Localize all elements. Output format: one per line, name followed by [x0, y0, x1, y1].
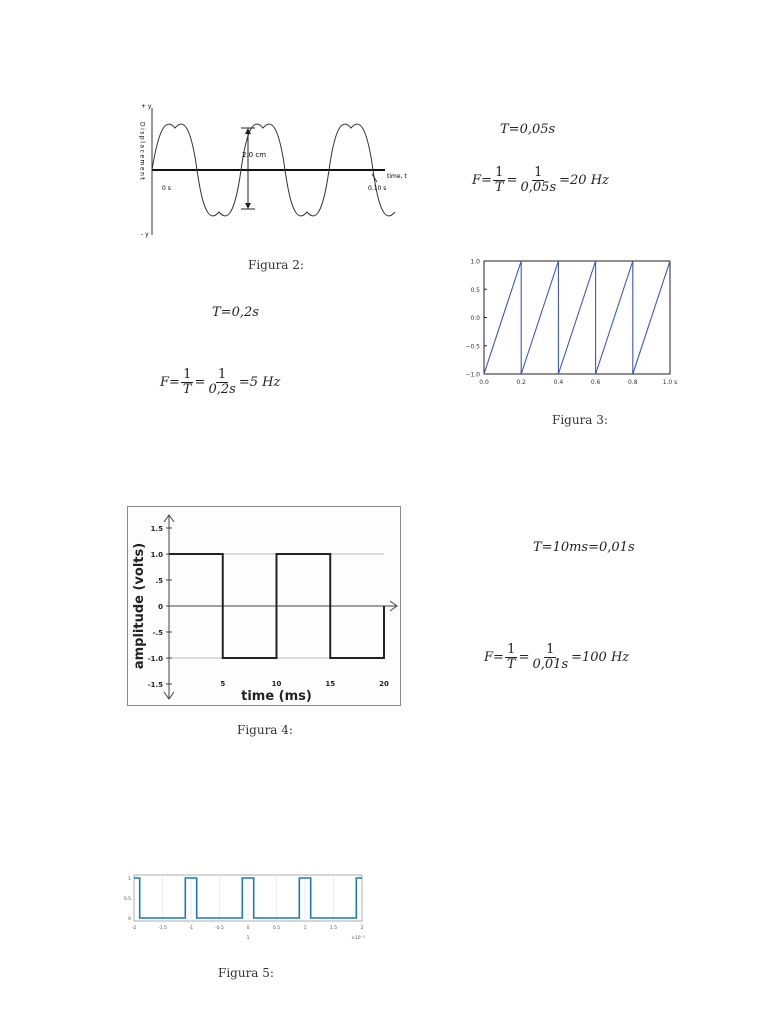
- figure4-x-tick-label: 20: [379, 680, 389, 688]
- figure5-x-extra-label: 1: [246, 936, 250, 941]
- figure5-x-tick-label: 0: [246, 926, 250, 931]
- figure3-x-tick-label: 0.6: [590, 379, 601, 386]
- figure2-tend-label: 0.10 s: [368, 185, 387, 192]
- eq-fig1-den1: T: [494, 180, 504, 195]
- figure4-y-tick-label: 1.5: [150, 525, 163, 533]
- eq-fig2-frac2: [207, 368, 238, 397]
- eq-fig1-num1: 1: [495, 165, 504, 180]
- figure3-y-tick-label: −1.0: [465, 371, 480, 379]
- figure4-y-tick-label: .5: [155, 577, 163, 585]
- figure5-x-tick-label: -0.5: [215, 926, 224, 931]
- figure4-x-tick-label: 5: [220, 680, 226, 688]
- figure4-x-tick-label: 15: [325, 680, 336, 688]
- figure4-y-tick-label: -1.5: [147, 681, 163, 689]
- eq-fig1-frac2: [519, 166, 559, 195]
- figure2-y-top: + y: [141, 103, 152, 110]
- figure3-x-tick-label: 0.2: [516, 379, 526, 386]
- figure5-x-tick-label: -1.5: [158, 926, 167, 931]
- eq-fig4-num1: 1: [507, 642, 516, 657]
- figure3-y-tick-label: 1.0: [470, 258, 480, 266]
- figure2-amplitude-label: 2.0 cm: [242, 151, 267, 159]
- figure4-y-tick-label: 0: [158, 603, 163, 611]
- figure4-x-tick-label: 10: [271, 680, 282, 688]
- figure5-caption: Figura 5:: [218, 966, 274, 980]
- figure3-sawtooth-line: [484, 261, 670, 374]
- figure5-plot: [112, 868, 374, 948]
- eq-fig4-den1: T: [506, 657, 516, 672]
- figure2-time-label: time, t: [387, 173, 407, 180]
- figure4-y-label: amplitude (volts): [132, 542, 147, 670]
- eq-fig2-period: T=0,2s: [212, 305, 259, 320]
- figure4-y-tick-label: -1.0: [147, 655, 163, 663]
- figure2-y-bottom: - y: [141, 231, 149, 238]
- eq-fig1-frac1: [493, 166, 506, 195]
- figure5-y-tick-label: 1: [128, 877, 131, 882]
- figure5-x-tick-label: 1.5: [329, 926, 338, 931]
- figure3-y-tick-label: 0.0: [470, 315, 480, 322]
- figure3-caption: Figura 3:: [552, 413, 608, 427]
- eq-fig2-num2: 1: [218, 367, 227, 382]
- eq-fig1-den2: 0,05s: [520, 180, 557, 195]
- figure2-t0-label: 0 s: [162, 185, 171, 192]
- figure3-x-tick-label: 0.4: [553, 379, 564, 386]
- figure5-y-tick-label: 0.5: [123, 897, 131, 902]
- figure3-x-tick-label: 0.8: [628, 379, 638, 386]
- eq-fig4-result: =100 Hz: [571, 650, 630, 665]
- figure2-caption: Figura 2:: [248, 258, 304, 272]
- figure5-x-tick-label: 0.5: [272, 926, 281, 931]
- figure2-plot: [135, 100, 420, 240]
- figure5-x-tick-label: -1: [188, 926, 194, 931]
- eq-fig2-frac1: [181, 368, 194, 397]
- eq-fig4-num2: 1: [546, 642, 555, 657]
- figure4-plot: [127, 506, 401, 706]
- figure4-y-tick-label: 1.0: [150, 551, 163, 559]
- figure3-y-tick-label: 0.5: [470, 286, 480, 294]
- eq-fig4-frac2: [531, 643, 571, 672]
- eq-fig2-den2: 0,2s: [208, 382, 236, 397]
- figure2-y-label: Displacement: [138, 122, 146, 182]
- figure5-y-tick-label: 0: [128, 917, 131, 922]
- figure5-x-exponent: ×10⁻³: [351, 936, 365, 941]
- eq-fig4-lhs: F=: [484, 650, 504, 665]
- eq-fig4-period: T=10ms=0,01s: [533, 540, 635, 555]
- eq-fig4-frequency: F= $\frac{1}{T}$ = $\frac{1}{0,01s}$ =100 Hz: [484, 642, 630, 672]
- figure5-x-tick-label: -2: [131, 926, 137, 931]
- figure3-plot: [460, 255, 690, 390]
- figure4-caption: Figura 4:: [237, 723, 293, 737]
- figure4-x-label: time (ms): [241, 689, 312, 704]
- eq-fig2-lhs: F=: [160, 375, 180, 390]
- eq-fig2-frequency: F= $\frac{1}{T}$ = $\frac{1}{0,2s}$ =5 Hz: [160, 367, 281, 397]
- eq-fig4-frac1: [505, 643, 518, 672]
- figure5-x-tick-label: 2: [360, 926, 364, 931]
- eq-fig2-den1: T: [182, 382, 192, 397]
- eq-fig1-lhs: F=: [472, 173, 492, 188]
- eq-fig1-result: =20 Hz: [559, 173, 609, 188]
- eq-fig2-num1: 1: [183, 367, 192, 382]
- eq-fig2-result: =5 Hz: [238, 375, 281, 390]
- figure5-x-tick-label: 1: [303, 926, 307, 931]
- eq-fig4-den2: 0,01s: [532, 657, 569, 672]
- figure2-arrow-bottom: [245, 203, 251, 209]
- figure3-x-tick-label: 0.0: [479, 379, 489, 386]
- eq-fig1-period: T=0,05s: [500, 122, 556, 137]
- figure4-y-tick-label: -.5: [152, 629, 163, 637]
- figure3-x-tick-label: 1.0 s: [662, 379, 678, 386]
- eq-fig1-num2: 1: [534, 165, 543, 180]
- eq-fig1-frequency: F= $\frac{1}{T}$ = $\frac{1}{0,05s}$ =20 Hz: [472, 165, 609, 195]
- figure3-y-tick-label: −0.5: [465, 343, 480, 351]
